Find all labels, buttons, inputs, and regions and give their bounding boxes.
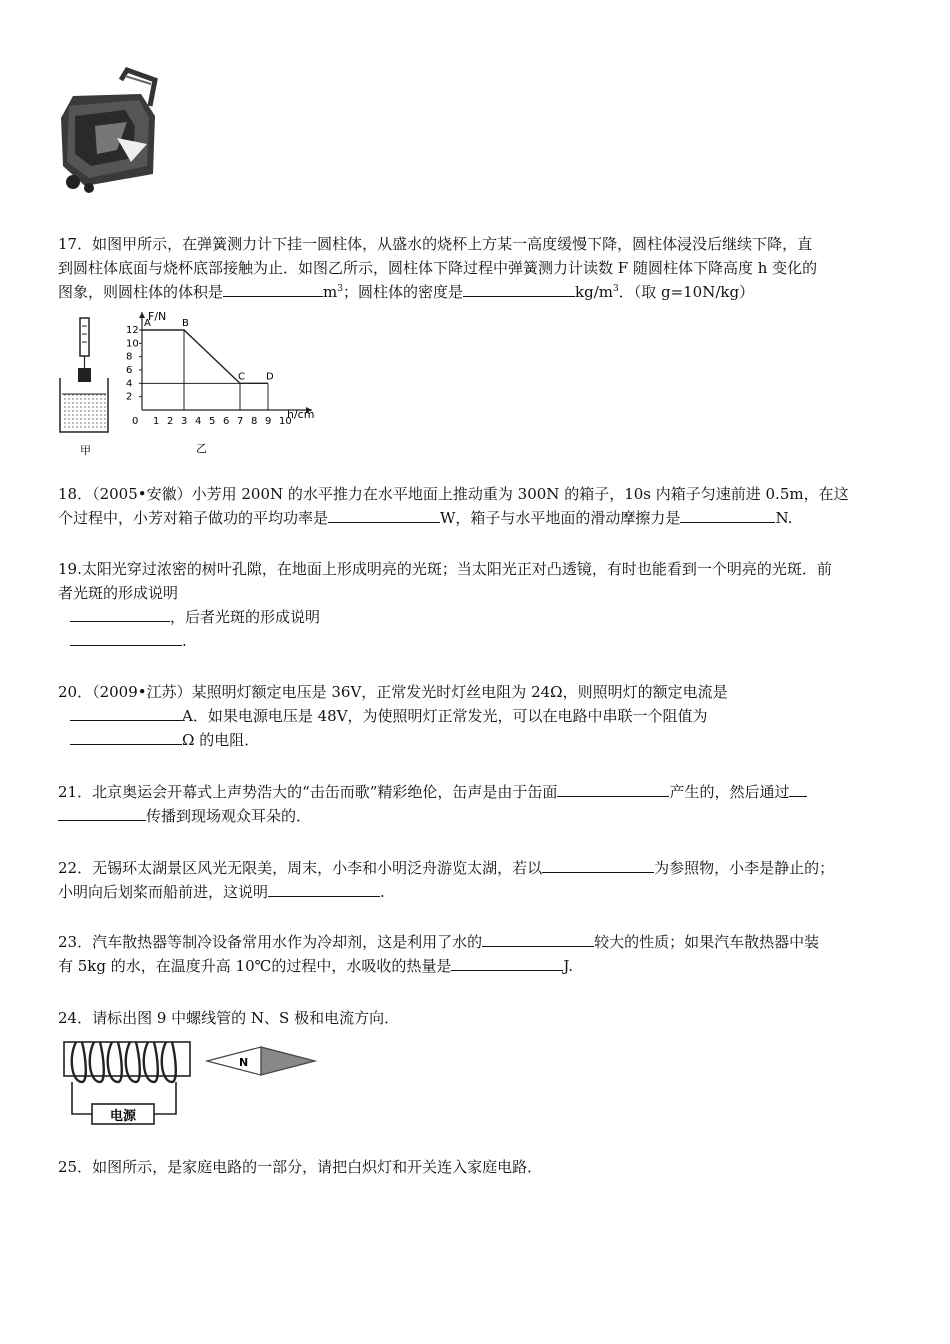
chart-x-tick-label: 6 <box>223 416 230 427</box>
chart-series <box>142 330 268 383</box>
chart-x-tick-label: 10 <box>279 416 292 427</box>
q17-sup-volume: 3 <box>337 284 343 294</box>
question-19 <box>58 557 898 653</box>
chart-x-tick-label: 4 <box>195 416 202 427</box>
answer-blank-q19-first[interactable] <box>70 605 170 622</box>
answer-blank-heat[interactable] <box>451 954 563 971</box>
question-18 <box>58 482 898 530</box>
figure-solenoid-circuit <box>58 1034 198 1130</box>
q19-line3 <box>58 605 898 629</box>
question-20 <box>58 680 898 752</box>
q19-text-end: . <box>182 632 187 650</box>
q21-line1 <box>58 780 898 804</box>
chart-point-label: B <box>182 318 189 329</box>
q22-text-b: 为参照物，小李是静止的； <box>654 859 835 877</box>
suitcase-image <box>55 66 165 196</box>
q18-text-a: 个过程中，小芳对箱子做功的平均功率是 <box>58 509 329 527</box>
chart-point-label: C <box>238 371 245 383</box>
q25-line1: 25．如图所示，是家庭电路的一部分，请把白炽灯和开关连入家庭电路． <box>58 1158 543 1176</box>
chart-y-ticks <box>126 325 142 403</box>
needle-n-label: N <box>239 1056 249 1069</box>
q20-line2 <box>58 704 898 728</box>
chart-force-vs-height <box>110 306 320 458</box>
q17-text-a: 图象，则圆柱体的体积是 <box>58 283 224 301</box>
chart-point-label: D <box>266 371 274 383</box>
chart-x-tick-label: 7 <box>237 416 244 427</box>
q17-line3 <box>58 280 898 304</box>
q22-text-c: 小明向后划桨而船前进，这说明 <box>58 883 269 901</box>
q18-text-b: W，箱子与水平地面的滑动摩擦力是 <box>440 509 681 527</box>
q19-text-middle: ，后者光斑的形成说明 <box>170 608 321 626</box>
chart-x-tick-label: 3 <box>181 416 188 427</box>
answer-blank-reference[interactable] <box>542 856 654 873</box>
answer-blank-power[interactable] <box>328 506 440 523</box>
q23-line1 <box>58 930 898 954</box>
q22-line2 <box>58 880 898 904</box>
q21-text-b: 产生的，然后通过 <box>669 783 790 801</box>
q21-text-end: 传播到现场观众耳朵的． <box>146 807 312 825</box>
chart-grid <box>142 330 268 410</box>
chart-y-tick-label: 2 <box>126 391 133 403</box>
chart-y-axis-label: F/N <box>148 310 167 323</box>
q18-line2 <box>58 506 898 530</box>
q23-text-d: J. <box>563 957 574 975</box>
answer-blank-medium-start[interactable] <box>789 780 807 797</box>
fig17-label-left: 甲 <box>80 444 91 457</box>
power-source-label: 电源 <box>110 1109 137 1124</box>
chart-y-tick-label: 8 <box>126 351 133 363</box>
chart-x-tick-label: 9 <box>265 416 272 427</box>
answer-blank-medium[interactable] <box>58 804 146 821</box>
q18-line1: 18．（2005•安徽）小芳用 200N 的水平推力在水平地面上推动重为 300N 的箱子，10s 内箱子匀速前进 0.5m，在这 <box>58 485 849 503</box>
answer-blank-q19-second[interactable] <box>70 629 182 646</box>
q17-unit-volume: m <box>323 283 338 301</box>
q22-text-a: 22．无锡环太湖景区风光无限美，周末，小李和小明泛舟游览太湖，若以 <box>58 859 543 877</box>
chart-y-tick-label: 12 <box>126 325 139 336</box>
q19-line2: 者光斑的形成说明 <box>58 584 179 602</box>
chart-y-tick-label: 4 <box>126 378 133 390</box>
q17-line2: 到圆柱体底面与烧杯底部接触为止．如图乙所示，圆柱体下降过程中弹簧测力计读数 F 随圆柱体下降高度 h 变化的 <box>58 259 818 277</box>
chart-x-tick-label: 2 <box>167 416 174 427</box>
chart-axes <box>139 312 312 413</box>
question-22 <box>58 856 898 904</box>
answer-blank-friction[interactable] <box>680 506 775 523</box>
chart-y-tick-label: 6 <box>126 365 133 376</box>
q17-line1: 17．如图甲所示，在弹簧测力计下挂一圆柱体，从盛水的烧杯上方某一高度缓慢下降，圆柱体浸没后继续下降，直 <box>58 235 813 253</box>
q20-line1: 20．（2009•江苏）某照明灯额定电压是 36V，正常发光时灯丝电阻为 24Ω，则照明灯的额定电流是 <box>58 683 728 701</box>
question-21 <box>58 780 898 828</box>
q21-text-a: 21．北京奥运会开幕式上声势浩大的“击缶而歌”精彩绝伦，缶声是由于缶面 <box>58 783 558 801</box>
chart-origin-label: 0 <box>132 416 139 427</box>
chart-x-tick-label: 8 <box>251 416 258 427</box>
figure-magnetic-needle <box>205 1044 317 1078</box>
figure-spring-scale-beaker <box>56 314 116 459</box>
chart-point-label: A <box>144 318 151 329</box>
q17-text-b: ；圆柱体的密度是 <box>342 283 463 301</box>
answer-blank-volume[interactable] <box>223 280 323 297</box>
chart-x-tick-label: 5 <box>209 416 216 427</box>
q17-sup-density: 3 <box>612 284 619 294</box>
chart-point-labels <box>144 318 274 382</box>
q23-text-c: 有 5kg 的水，在温度升高 10℃的过程中，水吸收的热量是 <box>58 957 452 975</box>
q21-line2 <box>58 804 898 828</box>
q17-unit-density: kg/m <box>575 283 613 301</box>
q22-text-end: . <box>380 883 385 901</box>
question-23 <box>58 930 898 978</box>
q17-text-c: ．（取 g=10N/kg） <box>618 283 755 301</box>
answer-blank-resistance[interactable] <box>70 728 182 745</box>
chart-series-line <box>142 330 268 383</box>
q20-line3 <box>58 728 898 752</box>
q19-line1: 19.太阳光穿过浓密的树叶孔隙，在地面上形成明亮的光斑；当太阳光正对凸透镜，有时也能看到一个明亮的光斑．前 <box>58 560 832 578</box>
q20-text-middle: A．如果电源电压是 48V，为使照明灯正常发光，可以在电路中串联一个阻值为 <box>182 707 708 725</box>
question-25 <box>58 1155 898 1179</box>
chart-y-tick-label: 10 <box>126 338 139 350</box>
q19-line4 <box>58 629 898 653</box>
q20-text-end: Ω 的电阻． <box>182 731 260 749</box>
answer-blank-current[interactable] <box>70 704 182 721</box>
q24-line1: 24．请标出图 9 中螺线管的 N、S 极和电流方向． <box>58 1009 400 1027</box>
q23-line2 <box>58 954 898 978</box>
answer-blank-force-mutual[interactable] <box>268 880 380 897</box>
fig17-label-right: 乙 <box>196 442 207 455</box>
answer-blank-density[interactable] <box>463 280 575 297</box>
chart-x-tick-label: 1 <box>153 416 160 427</box>
chart-x-axis-label: h/cm <box>287 408 315 421</box>
q23-text-a: 23．汽车散热器等制冷设备常用水作为冷却剂，这是利用了水的 <box>58 933 483 951</box>
q23-text-b: 较大的性质；如果汽车散热器中装 <box>594 933 820 951</box>
q22-line1 <box>58 856 898 880</box>
q18-text-c: N. <box>775 509 793 527</box>
answer-blank-vibration[interactable] <box>557 780 669 797</box>
answer-blank-specific-heat[interactable] <box>482 930 594 947</box>
question-17 <box>58 232 898 304</box>
chart-x-ticks <box>132 416 292 427</box>
question-24 <box>58 1006 898 1030</box>
